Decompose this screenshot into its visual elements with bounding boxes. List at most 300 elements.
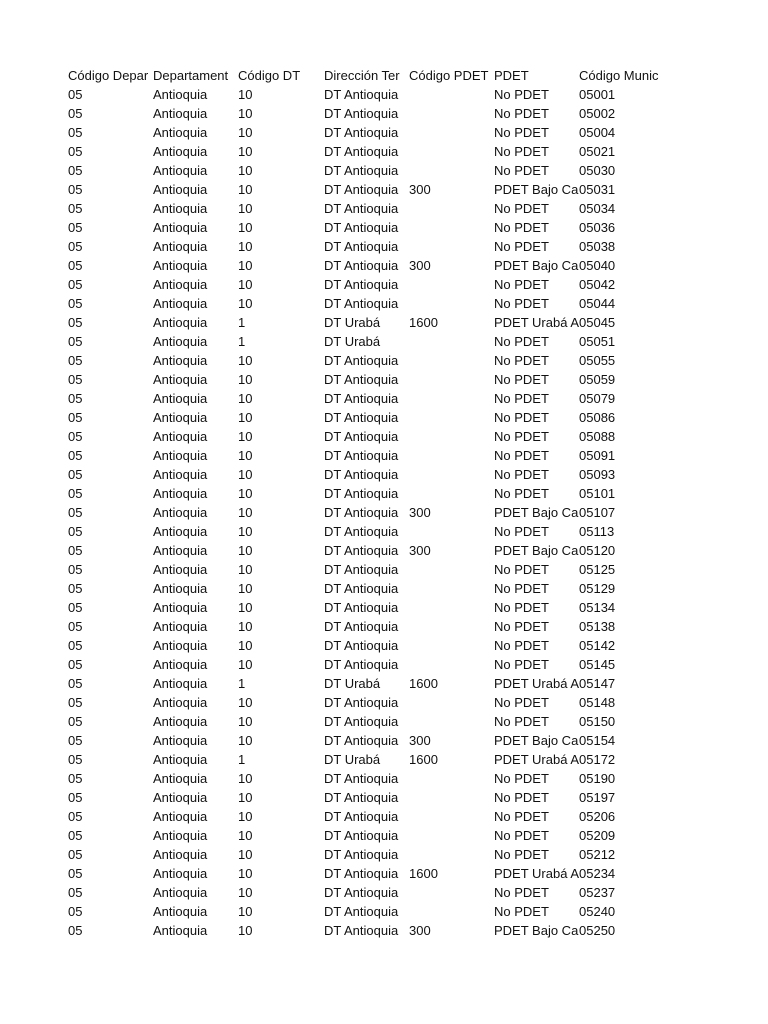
cell-codigo-municipio[interactable]: 05172 [579, 752, 616, 767]
table-row [68, 332, 748, 351]
cell-direccion-territorial[interactable]: DT Antioquia [324, 638, 399, 653]
header-pdet[interactable]: PDET [494, 68, 529, 83]
cell-codigo-departamento[interactable]: 05 [68, 296, 83, 311]
cell-codigo-dt[interactable]: 10 [238, 239, 253, 254]
cell-direccion-territorial[interactable]: DT Antioquia [324, 201, 399, 216]
cell-pdet[interactable]: No PDET [494, 125, 549, 140]
cell-direccion-territorial[interactable]: DT Antioquia [324, 600, 399, 615]
cell-pdet[interactable]: No PDET [494, 638, 549, 653]
cell-codigo-dt[interactable]: 10 [238, 600, 253, 615]
cell-codigo-departamento[interactable]: 05 [68, 676, 83, 691]
cell-codigo-departamento[interactable]: 05 [68, 391, 83, 406]
cell-direccion-territorial[interactable]: DT Antioquia [324, 163, 399, 178]
cell-codigo-departamento[interactable]: 05 [68, 429, 83, 444]
cell-codigo-dt[interactable]: 10 [238, 524, 253, 539]
cell-pdet[interactable]: No PDET [494, 600, 549, 615]
cell-direccion-territorial[interactable]: DT Urabá [324, 315, 381, 330]
cell-pdet[interactable]: No PDET [494, 657, 549, 672]
cell-codigo-departamento[interactable]: 05 [68, 486, 83, 501]
cell-codigo-dt[interactable]: 10 [238, 220, 253, 235]
cell-codigo-pdet[interactable]: 300 [409, 923, 431, 938]
cell-codigo-pdet[interactable]: 300 [409, 543, 431, 558]
cell-codigo-municipio[interactable]: 05190 [579, 771, 616, 786]
cell-codigo-municipio[interactable]: 05240 [579, 904, 616, 919]
cell-departamento[interactable]: Antioquia [153, 429, 208, 444]
cell-direccion-territorial[interactable]: DT Antioquia [324, 695, 399, 710]
cell-pdet[interactable]: No PDET [494, 562, 549, 577]
cell-codigo-dt[interactable]: 10 [238, 277, 253, 292]
cell-codigo-dt[interactable]: 10 [238, 353, 253, 368]
cell-codigo-dt[interactable]: 10 [238, 866, 253, 881]
cell-codigo-dt[interactable]: 10 [238, 467, 253, 482]
cell-codigo-dt[interactable]: 10 [238, 258, 253, 273]
cell-direccion-territorial[interactable]: DT Antioquia [324, 486, 399, 501]
cell-departamento[interactable]: Antioquia [153, 771, 208, 786]
cell-codigo-departamento[interactable]: 05 [68, 847, 83, 862]
table-row [68, 598, 748, 617]
cell-codigo-departamento[interactable]: 05 [68, 809, 83, 824]
cell-codigo-dt[interactable]: 10 [238, 885, 253, 900]
cell-codigo-municipio[interactable]: 05206 [579, 809, 616, 824]
cell-departamento[interactable]: Antioquia [153, 391, 208, 406]
cell-codigo-dt[interactable]: 10 [238, 562, 253, 577]
cell-direccion-territorial[interactable]: DT Antioquia [324, 543, 399, 558]
cell-codigo-departamento[interactable]: 05 [68, 790, 83, 805]
cell-direccion-territorial[interactable]: DT Antioquia [324, 904, 399, 919]
cell-direccion-territorial[interactable]: DT Antioquia [324, 296, 399, 311]
table-row [68, 617, 748, 636]
cell-codigo-municipio[interactable]: 05148 [579, 695, 616, 710]
cell-codigo-municipio[interactable]: 05021 [579, 144, 616, 159]
cell-direccion-territorial[interactable]: DT Antioquia [324, 714, 399, 729]
cell-pdet[interactable]: No PDET [494, 429, 549, 444]
cell-codigo-departamento[interactable]: 05 [68, 87, 83, 102]
cell-departamento[interactable]: Antioquia [153, 828, 208, 843]
cell-direccion-territorial[interactable]: DT Antioquia [324, 562, 399, 577]
cell-codigo-municipio[interactable]: 05154 [579, 733, 616, 748]
cell-direccion-territorial[interactable]: DT Antioquia [324, 258, 399, 273]
cell-departamento[interactable]: Antioquia [153, 714, 208, 729]
cell-pdet[interactable]: PDET Bajo Ca [494, 258, 579, 273]
cell-codigo-municipio[interactable]: 05212 [579, 847, 616, 862]
table-row [68, 826, 748, 845]
cell-direccion-territorial[interactable]: DT Antioquia [324, 619, 399, 634]
cell-pdet[interactable]: No PDET [494, 372, 549, 387]
cell-codigo-departamento[interactable]: 05 [68, 505, 83, 520]
cell-pdet[interactable]: No PDET [494, 828, 549, 843]
cell-direccion-territorial[interactable]: DT Antioquia [324, 410, 399, 425]
cell-codigo-departamento[interactable]: 05 [68, 828, 83, 843]
cell-codigo-municipio[interactable]: 05234 [579, 866, 616, 881]
cell-pdet[interactable]: No PDET [494, 790, 549, 805]
cell-departamento[interactable]: Antioquia [153, 581, 208, 596]
cell-codigo-pdet[interactable]: 1600 [409, 866, 438, 881]
cell-codigo-departamento[interactable]: 05 [68, 182, 83, 197]
table-row [68, 218, 748, 237]
cell-codigo-departamento[interactable]: 05 [68, 885, 83, 900]
header-codigo-dt[interactable]: Código DT [238, 68, 301, 83]
cell-codigo-departamento[interactable]: 05 [68, 923, 83, 938]
cell-direccion-territorial[interactable]: DT Urabá [324, 334, 381, 349]
cell-pdet[interactable]: No PDET [494, 885, 549, 900]
cell-direccion-territorial[interactable]: DT Antioquia [324, 220, 399, 235]
cell-direccion-territorial[interactable]: DT Urabá [324, 676, 381, 691]
cell-direccion-territorial[interactable]: DT Antioquia [324, 790, 399, 805]
cell-codigo-departamento[interactable]: 05 [68, 524, 83, 539]
cell-departamento[interactable]: Antioquia [153, 410, 208, 425]
cell-codigo-departamento[interactable]: 05 [68, 600, 83, 615]
cell-direccion-territorial[interactable]: DT Antioquia [324, 372, 399, 387]
cell-pdet[interactable]: No PDET [494, 391, 549, 406]
cell-codigo-dt[interactable]: 1 [238, 334, 246, 349]
cell-codigo-dt[interactable]: 10 [238, 87, 253, 102]
cell-codigo-municipio[interactable]: 05002 [579, 106, 616, 121]
cell-codigo-dt[interactable]: 10 [238, 657, 253, 672]
cell-pdet[interactable]: No PDET [494, 334, 549, 349]
cell-codigo-municipio[interactable]: 05079 [579, 391, 616, 406]
cell-codigo-departamento[interactable]: 05 [68, 467, 83, 482]
cell-departamento[interactable]: Antioquia [153, 372, 208, 387]
cell-codigo-dt[interactable]: 10 [238, 201, 253, 216]
cell-direccion-territorial[interactable]: DT Antioquia [324, 847, 399, 862]
cell-departamento[interactable]: Antioquia [153, 448, 208, 463]
cell-direccion-territorial[interactable]: DT Antioquia [324, 505, 399, 520]
cell-codigo-dt[interactable]: 10 [238, 125, 253, 140]
cell-departamento[interactable]: Antioquia [153, 163, 208, 178]
cell-departamento[interactable]: Antioquia [153, 657, 208, 672]
cell-pdet[interactable]: No PDET [494, 695, 549, 710]
cell-codigo-departamento[interactable]: 05 [68, 277, 83, 292]
cell-codigo-departamento[interactable]: 05 [68, 657, 83, 672]
cell-departamento[interactable]: Antioquia [153, 904, 208, 919]
table-row [68, 693, 748, 712]
cell-departamento[interactable]: Antioquia [153, 239, 208, 254]
cell-codigo-municipio[interactable]: 05086 [579, 410, 616, 425]
cell-codigo-dt[interactable]: 10 [238, 581, 253, 596]
cell-codigo-municipio[interactable]: 05051 [579, 334, 616, 349]
cell-pdet[interactable]: No PDET [494, 486, 549, 501]
header-direccion-territorial[interactable]: Dirección Ter [324, 68, 400, 83]
cell-codigo-dt[interactable]: 10 [238, 410, 253, 425]
cell-departamento[interactable]: Antioquia [153, 486, 208, 501]
cell-codigo-dt[interactable]: 1 [238, 752, 246, 767]
cell-codigo-departamento[interactable]: 05 [68, 125, 83, 140]
cell-departamento[interactable]: Antioquia [153, 505, 208, 520]
cell-direccion-territorial[interactable]: DT Antioquia [324, 885, 399, 900]
cell-codigo-municipio[interactable]: 05055 [579, 353, 616, 368]
cell-codigo-municipio[interactable]: 05031 [579, 182, 616, 197]
cell-codigo-municipio[interactable]: 05004 [579, 125, 616, 140]
cell-codigo-municipio[interactable]: 05134 [579, 600, 616, 615]
cell-codigo-pdet[interactable]: 1600 [409, 315, 438, 330]
cell-codigo-municipio[interactable]: 05038 [579, 239, 616, 254]
cell-pdet[interactable]: No PDET [494, 410, 549, 425]
cell-codigo-departamento[interactable]: 05 [68, 619, 83, 634]
cell-codigo-municipio[interactable]: 05209 [579, 828, 616, 843]
cell-departamento[interactable]: Antioquia [153, 809, 208, 824]
cell-codigo-dt[interactable]: 10 [238, 695, 253, 710]
cell-codigo-dt[interactable]: 10 [238, 847, 253, 862]
cell-departamento[interactable]: Antioquia [153, 600, 208, 615]
cell-codigo-municipio[interactable]: 05142 [579, 638, 616, 653]
cell-pdet[interactable]: No PDET [494, 353, 549, 368]
cell-pdet[interactable]: PDET Bajo Ca [494, 923, 579, 938]
cell-pdet[interactable]: No PDET [494, 106, 549, 121]
cell-codigo-dt[interactable]: 10 [238, 543, 253, 558]
cell-codigo-dt[interactable]: 10 [238, 733, 253, 748]
cell-codigo-municipio[interactable]: 05044 [579, 296, 616, 311]
cell-pdet[interactable]: No PDET [494, 809, 549, 824]
table-row [68, 769, 748, 788]
cell-direccion-territorial[interactable]: DT Antioquia [324, 448, 399, 463]
cell-direccion-territorial[interactable]: DT Antioquia [324, 144, 399, 159]
cell-codigo-municipio[interactable]: 05107 [579, 505, 616, 520]
cell-codigo-departamento[interactable]: 05 [68, 562, 83, 577]
cell-pdet[interactable]: No PDET [494, 714, 549, 729]
cell-pdet[interactable]: PDET Bajo Ca [494, 733, 579, 748]
cell-codigo-municipio[interactable]: 05113 [579, 524, 615, 539]
cell-pdet[interactable]: PDET Urabá A [494, 315, 579, 330]
cell-departamento[interactable]: Antioquia [153, 182, 208, 197]
header-codigo-pdet[interactable]: Código PDET [409, 68, 489, 83]
cell-codigo-municipio[interactable]: 05040 [579, 258, 616, 273]
cell-departamento[interactable]: Antioquia [153, 543, 208, 558]
cell-pdet[interactable]: No PDET [494, 448, 549, 463]
cell-codigo-departamento[interactable]: 05 [68, 410, 83, 425]
cell-codigo-municipio[interactable]: 05120 [579, 543, 616, 558]
cell-codigo-departamento[interactable]: 05 [68, 752, 83, 767]
cell-codigo-dt[interactable]: 1 [238, 676, 246, 691]
cell-direccion-territorial[interactable]: DT Antioquia [324, 106, 399, 121]
cell-codigo-municipio[interactable]: 05030 [579, 163, 616, 178]
table-row [68, 750, 748, 769]
cell-departamento[interactable]: Antioquia [153, 144, 208, 159]
cell-codigo-municipio[interactable]: 05034 [579, 201, 616, 216]
cell-codigo-dt[interactable]: 10 [238, 391, 253, 406]
cell-departamento[interactable]: Antioquia [153, 296, 208, 311]
cell-direccion-territorial[interactable]: DT Antioquia [324, 733, 399, 748]
cell-pdet[interactable]: No PDET [494, 220, 549, 235]
cell-codigo-municipio[interactable]: 05036 [579, 220, 616, 235]
cell-direccion-territorial[interactable]: DT Antioquia [324, 182, 399, 197]
cell-codigo-municipio[interactable]: 05145 [579, 657, 616, 672]
cell-codigo-municipio[interactable]: 05091 [579, 448, 616, 463]
cell-codigo-municipio[interactable]: 05125 [579, 562, 616, 577]
cell-departamento[interactable]: Antioquia [153, 638, 208, 653]
cell-direccion-territorial[interactable]: DT Antioquia [324, 277, 399, 292]
cell-codigo-municipio[interactable]: 05045 [579, 315, 616, 330]
cell-pdet[interactable]: No PDET [494, 87, 549, 102]
cell-departamento[interactable]: Antioquia [153, 562, 208, 577]
cell-direccion-territorial[interactable]: DT Antioquia [324, 866, 399, 881]
cell-codigo-dt[interactable]: 10 [238, 163, 253, 178]
header-codigo-departamento[interactable]: Código Depar [68, 68, 149, 83]
cell-pdet[interactable]: No PDET [494, 144, 549, 159]
cell-departamento[interactable]: Antioquia [153, 752, 208, 767]
cell-codigo-departamento[interactable]: 05 [68, 163, 83, 178]
cell-codigo-departamento[interactable]: 05 [68, 258, 83, 273]
cell-departamento[interactable]: Antioquia [153, 315, 208, 330]
cell-codigo-departamento[interactable]: 05 [68, 695, 83, 710]
cell-codigo-pdet[interactable]: 300 [409, 182, 431, 197]
cell-codigo-municipio[interactable]: 05138 [579, 619, 616, 634]
cell-codigo-departamento[interactable]: 05 [68, 106, 83, 121]
cell-codigo-municipio[interactable]: 05001 [579, 87, 616, 102]
cell-departamento[interactable]: Antioquia [153, 524, 208, 539]
cell-codigo-departamento[interactable]: 05 [68, 638, 83, 653]
cell-codigo-pdet[interactable]: 1600 [409, 752, 438, 767]
cell-codigo-departamento[interactable]: 05 [68, 581, 83, 596]
cell-direccion-territorial[interactable]: DT Antioquia [324, 657, 399, 672]
cell-codigo-departamento[interactable]: 05 [68, 220, 83, 235]
cell-codigo-municipio[interactable]: 05101 [579, 486, 616, 501]
cell-pdet[interactable]: PDET Urabá A [494, 676, 579, 691]
cell-pdet[interactable]: PDET Bajo Ca [494, 543, 579, 558]
table-row [68, 237, 748, 256]
cell-codigo-dt[interactable]: 10 [238, 429, 253, 444]
cell-direccion-territorial[interactable]: DT Antioquia [324, 809, 399, 824]
cell-codigo-departamento[interactable]: 05 [68, 448, 83, 463]
cell-codigo-municipio[interactable]: 05147 [579, 676, 616, 691]
cell-departamento[interactable]: Antioquia [153, 619, 208, 634]
cell-direccion-territorial[interactable]: DT Urabá [324, 752, 381, 767]
cell-codigo-municipio[interactable]: 05150 [579, 714, 616, 729]
cell-pdet[interactable]: No PDET [494, 581, 549, 596]
cell-codigo-dt[interactable]: 10 [238, 714, 253, 729]
cell-departamento[interactable]: Antioquia [153, 87, 208, 102]
cell-codigo-municipio[interactable]: 05042 [579, 277, 616, 292]
table-row [68, 921, 748, 940]
cell-codigo-dt[interactable]: 10 [238, 790, 253, 805]
cell-codigo-municipio[interactable]: 05197 [579, 790, 616, 805]
cell-pdet[interactable]: No PDET [494, 239, 549, 254]
table-row [68, 503, 748, 522]
cell-codigo-dt[interactable]: 10 [238, 182, 253, 197]
cell-codigo-departamento[interactable]: 05 [68, 201, 83, 216]
cell-codigo-dt[interactable]: 10 [238, 809, 253, 824]
cell-codigo-dt[interactable]: 10 [238, 828, 253, 843]
cell-pdet[interactable]: No PDET [494, 296, 549, 311]
cell-departamento[interactable]: Antioquia [153, 866, 208, 881]
cell-codigo-dt[interactable]: 1 [238, 315, 246, 330]
cell-departamento[interactable]: Antioquia [153, 733, 208, 748]
cell-codigo-departamento[interactable]: 05 [68, 239, 83, 254]
cell-codigo-dt[interactable]: 10 [238, 771, 253, 786]
cell-departamento[interactable]: Antioquia [153, 277, 208, 292]
cell-direccion-territorial[interactable]: DT Antioquia [324, 353, 399, 368]
cell-pdet[interactable]: No PDET [494, 771, 549, 786]
cell-direccion-territorial[interactable]: DT Antioquia [324, 125, 399, 140]
cell-pdet[interactable]: PDET Bajo Ca [494, 182, 579, 197]
cell-direccion-territorial[interactable]: DT Antioquia [324, 391, 399, 406]
cell-codigo-dt[interactable]: 10 [238, 638, 253, 653]
cell-codigo-dt[interactable]: 10 [238, 372, 253, 387]
cell-codigo-departamento[interactable]: 05 [68, 866, 83, 881]
cell-direccion-territorial[interactable]: DT Antioquia [324, 239, 399, 254]
cell-codigo-municipio[interactable]: 05250 [579, 923, 616, 938]
cell-departamento[interactable]: Antioquia [153, 923, 208, 938]
cell-codigo-dt[interactable]: 10 [238, 296, 253, 311]
cell-codigo-departamento[interactable]: 05 [68, 353, 83, 368]
cell-codigo-dt[interactable]: 10 [238, 904, 253, 919]
cell-pdet[interactable]: No PDET [494, 163, 549, 178]
header-codigo-municipio[interactable]: Código Munic [579, 68, 659, 83]
cell-direccion-territorial[interactable]: DT Antioquia [324, 467, 399, 482]
cell-departamento[interactable]: Antioquia [153, 676, 208, 691]
cell-codigo-dt[interactable]: 10 [238, 106, 253, 121]
cell-codigo-departamento[interactable]: 05 [68, 733, 83, 748]
cell-departamento[interactable]: Antioquia [153, 334, 208, 349]
cell-codigo-pdet[interactable]: 300 [409, 258, 431, 273]
cell-direccion-territorial[interactable]: DT Antioquia [324, 828, 399, 843]
cell-departamento[interactable]: Antioquia [153, 790, 208, 805]
cell-codigo-departamento[interactable]: 05 [68, 543, 83, 558]
cell-departamento[interactable]: Antioquia [153, 220, 208, 235]
cell-pdet[interactable]: No PDET [494, 524, 549, 539]
cell-codigo-departamento[interactable]: 05 [68, 334, 83, 349]
table-row [68, 275, 748, 294]
cell-codigo-departamento[interactable]: 05 [68, 144, 83, 159]
cell-pdet[interactable]: No PDET [494, 467, 549, 482]
cell-codigo-pdet[interactable]: 300 [409, 505, 431, 520]
cell-direccion-territorial[interactable]: DT Antioquia [324, 771, 399, 786]
cell-departamento[interactable]: Antioquia [153, 201, 208, 216]
cell-direccion-territorial[interactable]: DT Antioquia [324, 429, 399, 444]
cell-pdet[interactable]: No PDET [494, 277, 549, 292]
cell-codigo-departamento[interactable]: 05 [68, 372, 83, 387]
cell-departamento[interactable]: Antioquia [153, 695, 208, 710]
cell-codigo-dt[interactable]: 10 [238, 144, 253, 159]
cell-pdet[interactable]: PDET Bajo Ca [494, 505, 579, 520]
cell-codigo-municipio[interactable]: 05088 [579, 429, 616, 444]
cell-codigo-departamento[interactable]: 05 [68, 315, 83, 330]
cell-direccion-territorial[interactable]: DT Antioquia [324, 581, 399, 596]
cell-departamento[interactable]: Antioquia [153, 125, 208, 140]
cell-codigo-dt[interactable]: 10 [238, 923, 253, 938]
cell-pdet[interactable]: PDET Urabá A [494, 866, 579, 881]
header-departamento[interactable]: Departament [153, 68, 229, 83]
cell-direccion-territorial[interactable]: DT Antioquia [324, 87, 399, 102]
cell-departamento[interactable]: Antioquia [153, 467, 208, 482]
cell-codigo-dt[interactable]: 10 [238, 619, 253, 634]
cell-direccion-territorial[interactable]: DT Antioquia [324, 923, 399, 938]
cell-pdet[interactable]: No PDET [494, 201, 549, 216]
cell-departamento[interactable]: Antioquia [153, 106, 208, 121]
table-row [68, 484, 748, 503]
cell-direccion-territorial[interactable]: DT Antioquia [324, 524, 399, 539]
cell-departamento[interactable]: Antioquia [153, 847, 208, 862]
cell-codigo-pdet[interactable]: 1600 [409, 676, 438, 691]
cell-codigo-municipio[interactable]: 05129 [579, 581, 616, 596]
cell-codigo-municipio[interactable]: 05059 [579, 372, 616, 387]
cell-pdet[interactable]: PDET Urabá A [494, 752, 579, 767]
cell-codigo-municipio[interactable]: 05237 [579, 885, 616, 900]
cell-codigo-departamento[interactable]: 05 [68, 771, 83, 786]
cell-departamento[interactable]: Antioquia [153, 885, 208, 900]
cell-pdet[interactable]: No PDET [494, 847, 549, 862]
cell-departamento[interactable]: Antioquia [153, 258, 208, 273]
cell-codigo-dt[interactable]: 10 [238, 448, 253, 463]
cell-pdet[interactable]: No PDET [494, 904, 549, 919]
cell-codigo-dt[interactable]: 10 [238, 486, 253, 501]
cell-codigo-departamento[interactable]: 05 [68, 904, 83, 919]
cell-departamento[interactable]: Antioquia [153, 353, 208, 368]
cell-codigo-municipio[interactable]: 05093 [579, 467, 616, 482]
cell-codigo-dt[interactable]: 10 [238, 505, 253, 520]
cell-codigo-departamento[interactable]: 05 [68, 714, 83, 729]
cell-codigo-pdet[interactable]: 300 [409, 733, 431, 748]
cell-pdet[interactable]: No PDET [494, 619, 549, 634]
